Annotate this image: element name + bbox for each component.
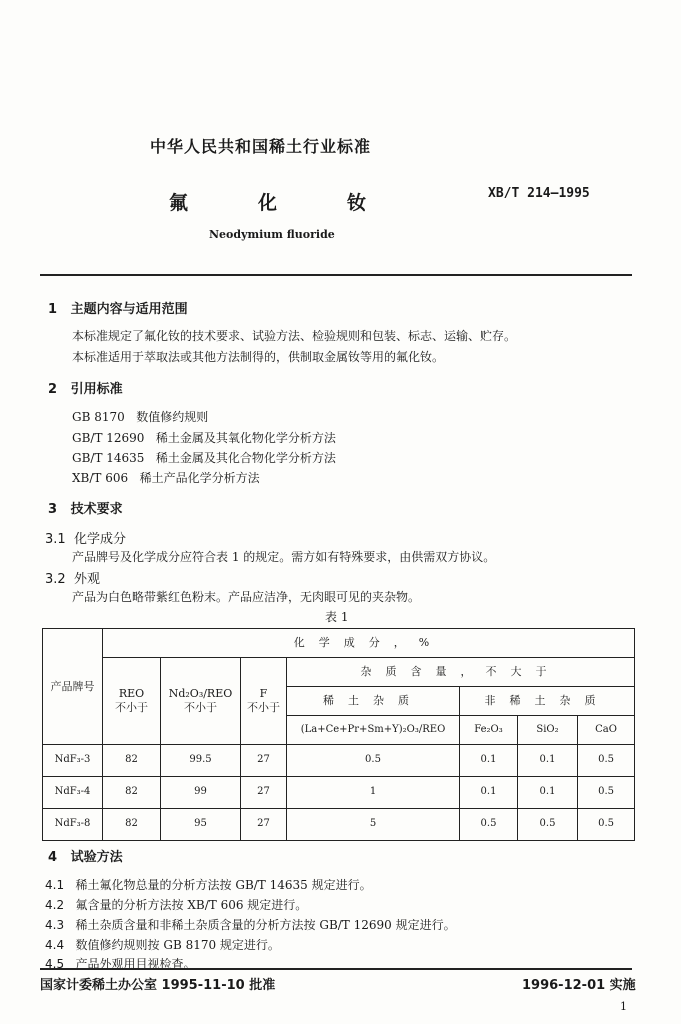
reference-code: XB/T 606 xyxy=(72,471,129,485)
nd2o3-name: Nd₂O₃/REO xyxy=(168,687,233,701)
reference-item xyxy=(72,408,208,425)
row-sio2: 0.1 xyxy=(518,777,578,809)
english-title: Neodymium fluoride xyxy=(209,228,335,241)
section-3-title: 技术要求 xyxy=(70,502,123,517)
reference-item xyxy=(72,449,336,466)
test-method-item xyxy=(45,896,307,913)
row-cao: 0.5 xyxy=(578,777,635,809)
row-sio2: 0.1 xyxy=(518,745,578,777)
table-row xyxy=(43,745,635,777)
page-number: 1 xyxy=(620,1000,627,1013)
reference-name: 稀土金属及其化合物化学分析方法 xyxy=(155,451,336,465)
reference-name: 稀土产品化学分析方法 xyxy=(139,471,260,485)
test-method-num: 4.5 xyxy=(45,957,65,971)
test-method-item xyxy=(45,936,280,953)
nd2o3-note: 不小于 xyxy=(184,701,217,714)
nd2o3-header xyxy=(161,658,241,745)
test-method-text: 稀土氟化物总量的分析方法按 GB/T 14635 规定进行。 xyxy=(75,878,372,892)
brand-header-cell xyxy=(43,629,103,745)
sio2-header: SiO₂ xyxy=(518,716,578,745)
section-3-1-title: 化学成分 xyxy=(73,532,126,547)
section-3-2-title: 外观 xyxy=(73,572,100,587)
row-f: 27 xyxy=(241,809,287,841)
reference-item xyxy=(72,469,260,486)
title-char-3: 钕 xyxy=(347,192,367,214)
footer-rule xyxy=(40,968,632,970)
section-4-num: 4 xyxy=(48,850,58,865)
section-4-title: 试验方法 xyxy=(70,850,123,865)
section-3-1-num: 3.1 xyxy=(45,532,66,547)
approval-line: 国家计委稀土办公室 1995-11-10 批准 xyxy=(40,978,276,993)
section-2-num: 2 xyxy=(48,382,58,397)
row-fe2o3: 0.1 xyxy=(460,777,518,809)
header-rule xyxy=(40,274,632,276)
title-char-2: 化 xyxy=(258,192,278,214)
title-char-1: 氟 xyxy=(169,192,189,214)
section-3-2-num: 3.2 xyxy=(45,572,66,587)
test-method-num: 4.2 xyxy=(45,898,65,912)
row-fe2o3: 0.1 xyxy=(460,745,518,777)
row-f: 27 xyxy=(241,777,287,809)
fluorine-note: 不小于 xyxy=(247,701,280,714)
test-method-num: 4.1 xyxy=(45,878,65,892)
row-cao: 0.5 xyxy=(578,745,635,777)
test-method-num: 4.4 xyxy=(45,938,65,952)
row-cao: 0.5 xyxy=(578,809,635,841)
fluorine-header xyxy=(241,658,287,745)
cao-header: CaO xyxy=(578,716,635,745)
section-3-1-heading xyxy=(45,528,126,547)
implementation-line: 1996-12-01 实施 xyxy=(522,978,636,993)
composition-header: 化学成分，% xyxy=(103,629,635,658)
impurity-header: 杂质含量，不大于 xyxy=(287,658,635,687)
table-row xyxy=(43,809,635,841)
row-re-impurity: 0.5 xyxy=(287,745,460,777)
reo-header xyxy=(103,658,161,745)
row-nd2o3: 99 xyxy=(161,777,241,809)
row-fe2o3: 0.5 xyxy=(460,809,518,841)
row-brand: NdF₃-3 xyxy=(43,745,103,777)
section-1-para-1: 本标准规定了氟化钕的技术要求、试验方法、检验规则和包装、标志、运输、贮存。 xyxy=(72,329,517,343)
re-impurity-header: 稀土杂质 xyxy=(287,687,460,716)
fluorine-name: F xyxy=(259,687,268,701)
section-3-heading xyxy=(48,498,123,517)
reo-name: REO xyxy=(118,687,145,701)
row-brand: NdF₃-4 xyxy=(43,777,103,809)
reference-name: 数值修约规则 xyxy=(136,410,209,424)
section-3-2-heading xyxy=(45,568,100,587)
row-re-impurity: 5 xyxy=(287,809,460,841)
re-sum-header: (La+Ce+Pr+Sm+Y)₂O₃/REO xyxy=(287,716,460,745)
section-2-heading xyxy=(48,378,123,397)
composition-table xyxy=(42,628,635,841)
row-f: 27 xyxy=(241,745,287,777)
section-1-num: 1 xyxy=(48,302,58,317)
fe2o3-header: Fe₂O₃ xyxy=(460,716,518,745)
org-title: 中华人民共和国稀土行业标准 xyxy=(150,137,372,156)
table-row xyxy=(43,777,635,809)
row-nd2o3: 99.5 xyxy=(161,745,241,777)
section-3-2-text: 产品为白色略带紫红色粉末。产品应洁净，无肉眼可见的夹杂物。 xyxy=(72,590,421,604)
row-reo: 82 xyxy=(103,809,161,841)
test-method-text: 稀土杂质含量和非稀土杂质含量的分析方法按 GB/T 12690 规定进行。 xyxy=(75,918,456,932)
reference-code: GB/T 14635 xyxy=(72,451,145,465)
reference-item xyxy=(72,429,336,446)
reference-code: GB/T 12690 xyxy=(72,431,145,445)
section-1-title: 主题内容与适用范围 xyxy=(70,302,188,317)
test-method-item xyxy=(45,876,372,893)
row-brand: NdF₃-8 xyxy=(43,809,103,841)
section-1-heading xyxy=(48,298,188,317)
test-method-item xyxy=(45,916,456,933)
section-3-1-text: 产品牌号及化学成分应符合表 1 的规定。需方如有特殊要求，由供需双方协议。 xyxy=(72,550,496,564)
table-caption: 表 1 xyxy=(325,610,349,624)
row-reo: 82 xyxy=(103,777,161,809)
section-4-heading xyxy=(48,846,123,865)
brand-header: 产品牌号 xyxy=(50,679,95,693)
section-2-title: 引用标准 xyxy=(70,382,123,397)
row-reo: 82 xyxy=(103,745,161,777)
test-method-text: 数值修约规则按 GB 8170 规定进行。 xyxy=(75,938,280,952)
row-nd2o3: 95 xyxy=(161,809,241,841)
standard-code: XB/T 214—1995 xyxy=(488,186,590,201)
test-method-text: 氟含量的分析方法按 XB/T 606 规定进行。 xyxy=(75,898,308,912)
nonre-impurity-header: 非稀土杂质 xyxy=(460,687,635,716)
test-method-text: 产品外观用目视检查。 xyxy=(75,957,196,971)
reference-code: GB 8170 xyxy=(72,410,125,424)
section-1-para-2: 本标准适用于萃取法或其他方法制得的，供制取金属钕等用的氟化钕。 xyxy=(72,350,445,364)
row-sio2: 0.5 xyxy=(518,809,578,841)
test-method-num: 4.3 xyxy=(45,918,65,932)
row-re-impurity: 1 xyxy=(287,777,460,809)
reo-note: 不小于 xyxy=(115,701,148,714)
reference-name: 稀土金属及其氧化物化学分析方法 xyxy=(155,431,336,445)
section-3-num: 3 xyxy=(48,502,58,517)
